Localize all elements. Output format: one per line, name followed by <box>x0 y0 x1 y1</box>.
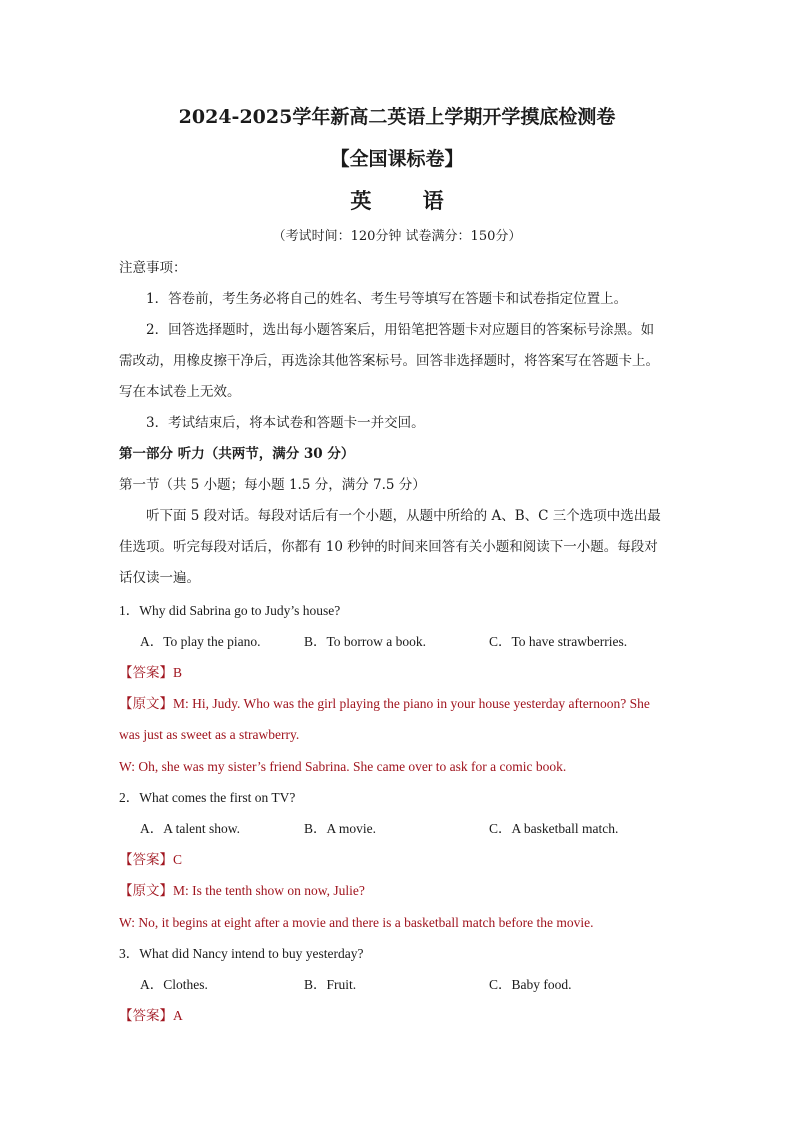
transcript-text: M: Is the tenth show on now, Julie? <box>173 883 365 898</box>
question-2-stem: 2．What comes the first on TV? <box>119 790 296 805</box>
question-3-option-c: C．Baby food. <box>489 977 572 992</box>
instructions-line-3: 话仅读一遍。 <box>119 570 200 586</box>
note-item-3: 3．考试结束后，将本试卷和答题卡一并交回。 <box>146 415 425 431</box>
question-3-option-b: B．Fruit. <box>304 977 357 992</box>
question-2-answer <box>119 853 182 868</box>
subject-heading: 英 语 <box>350 188 466 213</box>
question-2-option-b: B．A movie. <box>304 821 377 836</box>
question-1-transcript-line-2: was just as sweet as a strawberry. <box>119 727 300 742</box>
answer-value: A <box>173 1008 183 1023</box>
exam-title: 2024-2025学年新高二英语上学期开学摸底检测卷 <box>178 106 616 128</box>
note-item-2-line-3: 写在本试卷上无效。 <box>119 384 241 400</box>
answer-label: 【答案】 <box>119 1008 173 1024</box>
exam-info: （考试时间：120分钟 试卷满分：150分） <box>272 229 522 244</box>
question-3-stem: 3．What did Nancy intend to buy yesterday? <box>119 946 364 961</box>
exam-subtitle: 【全国课标卷】 <box>330 148 464 170</box>
answer-value: C <box>173 852 183 867</box>
question-2-transcript-line-1 <box>119 884 365 899</box>
answer-value: B <box>173 665 183 680</box>
question-2-option-a: A．A talent show. <box>140 821 240 836</box>
part1-heading: 第一部分 听力（共两节，满分 30 分） <box>119 446 355 462</box>
question-1-transcript-line-1 <box>119 697 650 712</box>
question-2-transcript-line-2: W: No, it begins at eight after a movie and there is a basketball match before the movie. <box>119 915 594 930</box>
original-label: 【原文】 <box>119 696 173 712</box>
question-1-option-a: A．To play the piano. <box>140 634 261 649</box>
question-2-option-c: C．A basketball match. <box>489 821 619 836</box>
question-1-option-c: C．To have strawberries. <box>489 634 628 649</box>
instructions-line-1: 听下面 5 段对话。每段对话后有一个小题，从题中所给的 A、B、C 三个选项中选出最 <box>146 508 661 524</box>
question-1-option-b: B．To borrow a book. <box>304 634 427 649</box>
transcript-text: M: Hi, Judy. Who was the girl playing the piano in your house yesterday afternoon? She <box>173 696 650 711</box>
question-1-stem: 1．Why did Sabrina go to Judy’s house? <box>119 603 341 618</box>
section1-heading: 第一节（共 5 小题；每小题 1.5 分，满分 7.5 分） <box>119 477 426 493</box>
notes-heading: 注意事项： <box>119 260 187 276</box>
note-item-1: 1．答卷前，考生务必将自己的姓名、考生号等填写在答题卡和试卷指定位置上。 <box>146 291 628 307</box>
question-1-transcript-line-3: W: Oh, she was my sister’s friend Sabrina. She came over to ask for a comic book. <box>119 759 567 774</box>
question-3-answer <box>119 1009 183 1024</box>
instructions-line-2: 佳选项。听完每段对话后，你都有 10 秒钟的时间来回答有关小题和阅读下一小题。每段对 <box>119 539 658 555</box>
note-item-2-line-2: 需改动，用橡皮擦干净后，再选涂其他答案标号。回答非选择题时，将答案写在答题卡上。 <box>119 353 659 369</box>
answer-label: 【答案】 <box>119 665 173 681</box>
answer-label: 【答案】 <box>119 852 173 868</box>
question-3-option-a: A．Clothes. <box>140 977 208 992</box>
original-label: 【原文】 <box>119 883 173 899</box>
question-1-answer <box>119 666 182 681</box>
note-item-2-line-1: 2．回答选择题时，选出每小题答案后，用铅笔把答题卡对应题目的答案标号涂黑。如 <box>146 322 655 338</box>
